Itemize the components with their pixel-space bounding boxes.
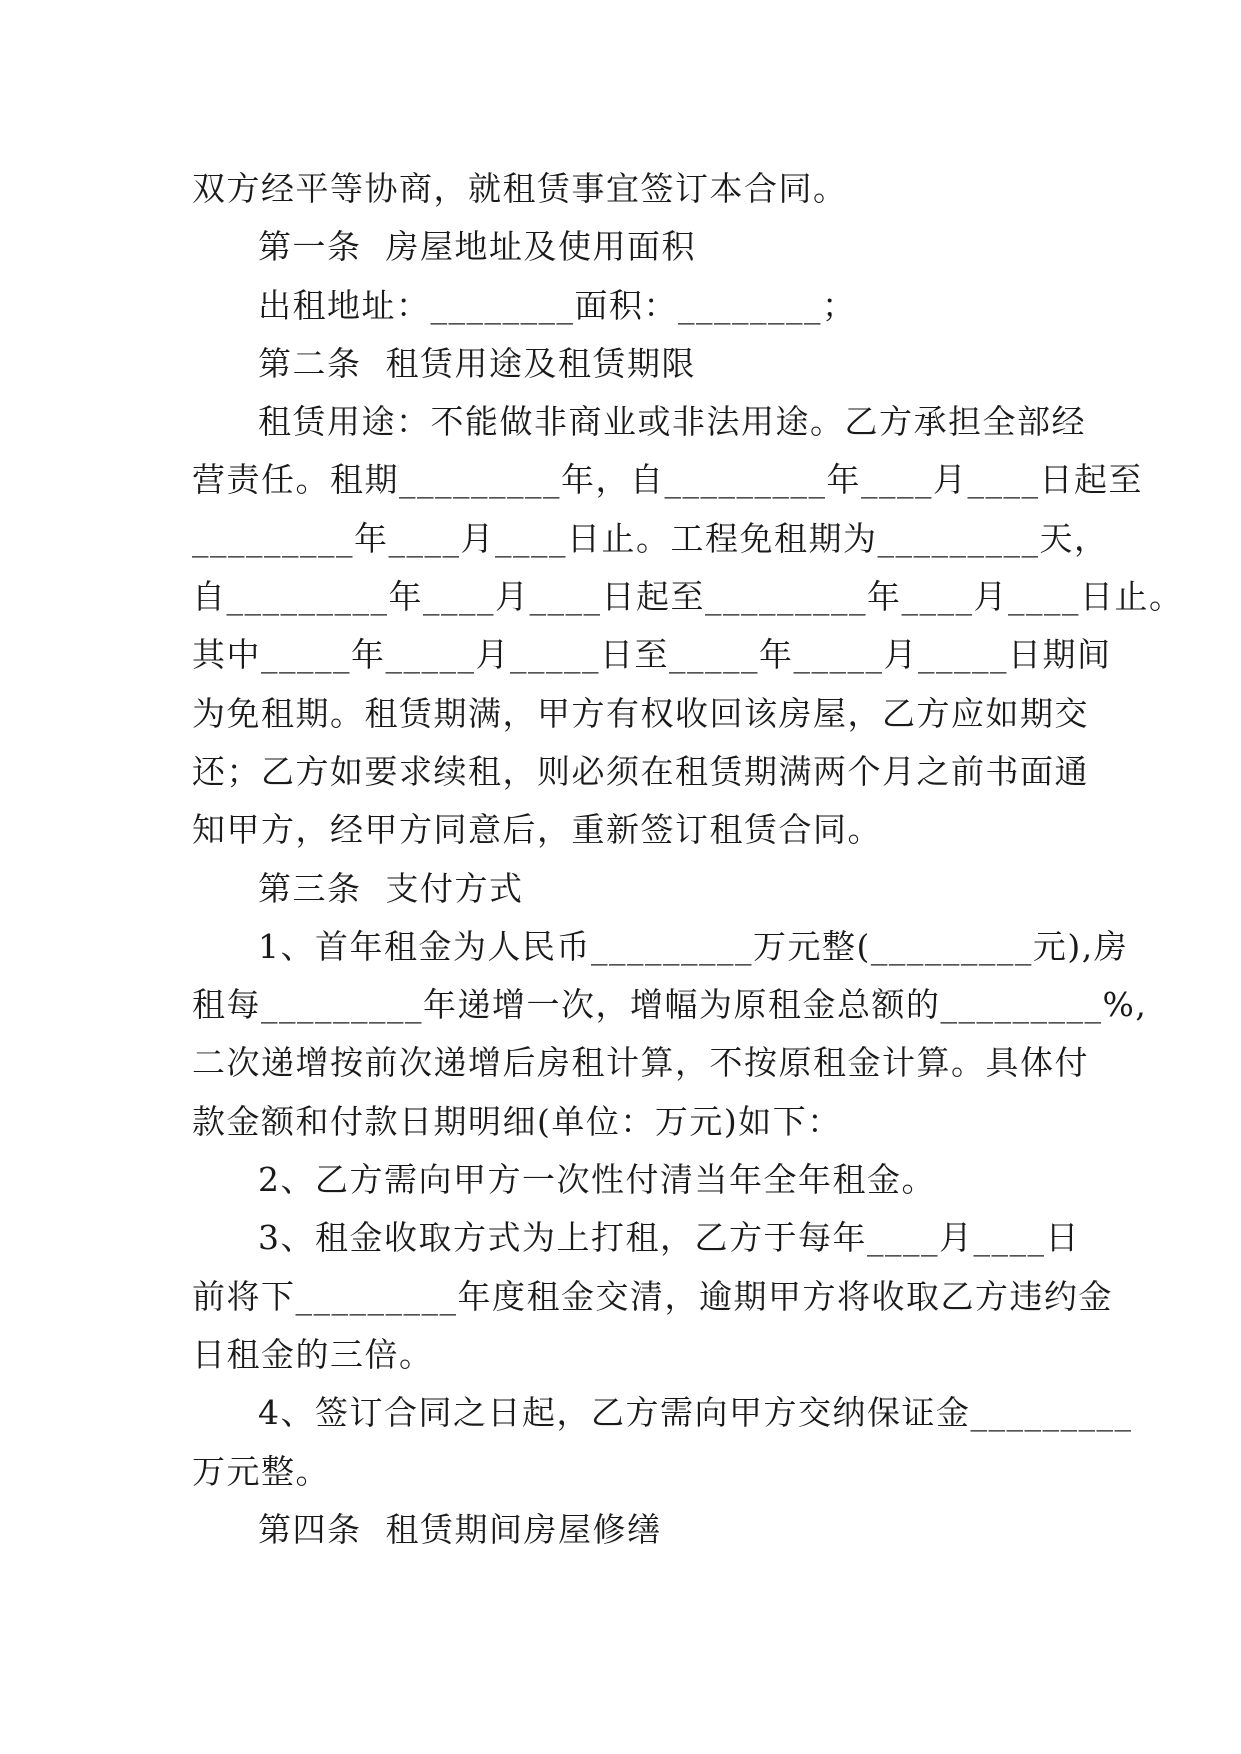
paragraph-line: 4、签订合同之日起，乙方需向甲方交纳保证金_________ bbox=[258, 1393, 1133, 1433]
paragraph-line: 营责任。租期_________年，自_________年____月____日起至 bbox=[192, 460, 1143, 500]
paragraph-line: 其中_____年_____月_____日至_____年_____月_____日期间 bbox=[192, 635, 1112, 675]
paragraph-line: 日租金的三倍。 bbox=[192, 1334, 434, 1374]
paragraph-line: 款金额和付款日期明细(单位：万元)如下： bbox=[192, 1101, 842, 1141]
paragraph-line: 前将下_________年度租金交清，逾期甲方将收取乙方违约金 bbox=[192, 1276, 1113, 1316]
paragraph-line: 还；乙方如要求续租，则必须在租赁期满两个月之前书面通 bbox=[192, 751, 1089, 791]
article-heading: 第一条 房屋地址及使用面积 bbox=[258, 227, 696, 267]
paragraph-line: 租每_________年递增一次，增幅为原租金总额的_________%, bbox=[192, 985, 1148, 1025]
paragraph-line: 出租地址：________面积：________； bbox=[258, 285, 857, 325]
paragraph-line: 二次递增按前次递增后房租计算，不按原租金计算。具体付 bbox=[192, 1043, 1089, 1083]
paragraph-line: 租赁用途：不能做非商业或非法用途。乙方承担全部经 bbox=[258, 402, 1086, 442]
paragraph-line: _________年____月____日止。工程免租期为_________天， bbox=[192, 518, 1109, 558]
article-heading: 第四条 租赁期间房屋修缮 bbox=[258, 1509, 662, 1549]
article-heading: 第二条 租赁用途及租赁期限 bbox=[258, 343, 696, 383]
contract-body bbox=[192, 160, 1184, 1559]
paragraph-line: 2、乙方需向甲方一次性付清当年全年租金。 bbox=[258, 1160, 936, 1200]
paragraph-line: 自_________年____月____日起至_________年____月____日止。 bbox=[192, 577, 1184, 617]
paragraph-line: 万元整。 bbox=[192, 1451, 330, 1491]
paragraph-line: 双方经平等协商，就租赁事宜签订本合同。 bbox=[192, 169, 848, 208]
article-heading: 第三条 支付方式 bbox=[258, 868, 524, 908]
paragraph-line: 知甲方，经甲方同意后，重新签订租赁合同。 bbox=[192, 810, 882, 850]
paragraph-line: 3、租金收取方式为上打租，乙方于每年____月____日 bbox=[258, 1218, 1080, 1258]
paragraph-line: 1、首年租金为人民币_________万元整(_________元),房 bbox=[258, 926, 1129, 966]
paragraph-line: 为免租期。租赁期满，甲方有权收回该房屋，乙方应如期交 bbox=[192, 693, 1089, 733]
